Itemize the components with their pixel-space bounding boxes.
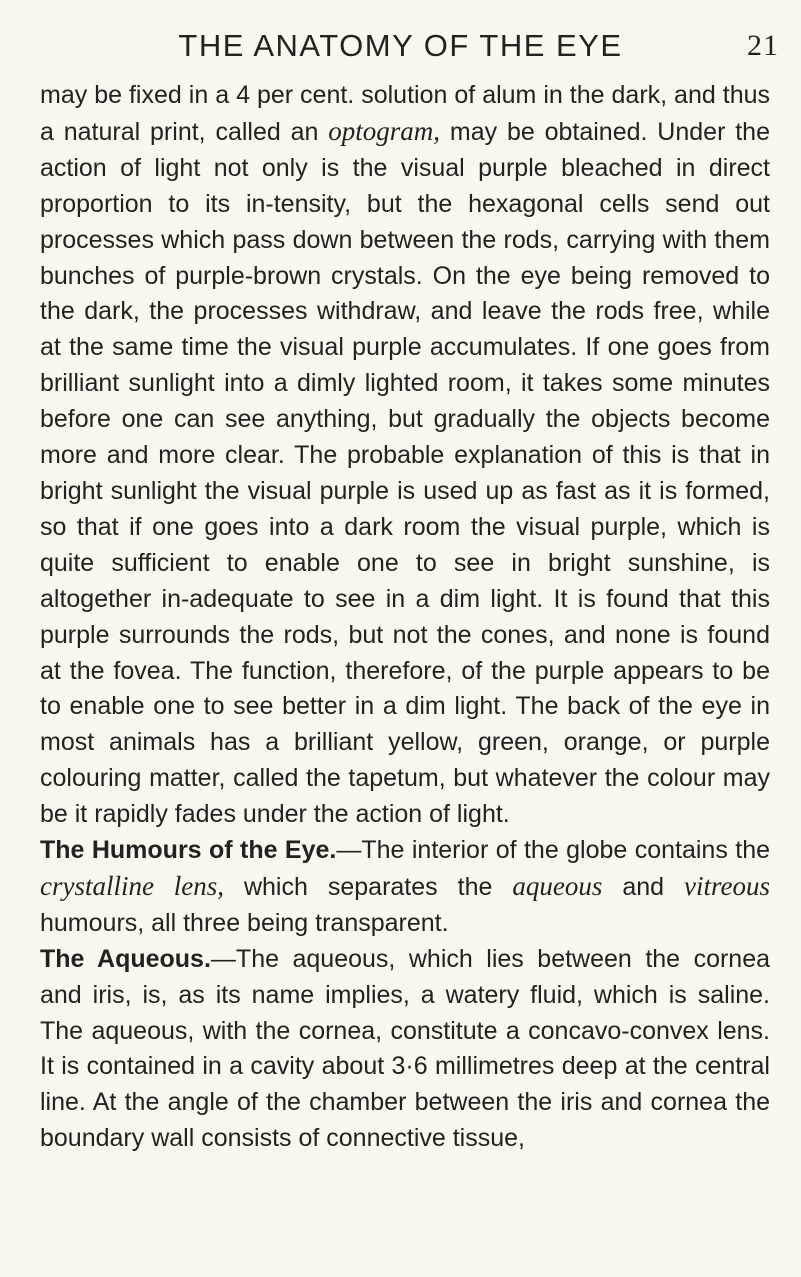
text-run: and: [602, 872, 685, 901]
term-crystalline-lens: crystalline lens,: [40, 870, 224, 901]
text-run: —The interior of the globe contains the: [336, 836, 771, 865]
text-run: humours, all three being transparent.: [40, 908, 449, 937]
body-text: [40, 78, 770, 1157]
text-run: may be obtained. Under the action of light not only is the visual purple bleached in direct proportion to its in-tensity, but the hexagonal cells send out processes which pass down between the rods, carrying with them bunches of purple-brown crystals. On the eye being removed to the dark, the processes withdraw, and leave the rods free, while at the same time the visual purple accumulates. If one goes from brilliant sunlight into a dimly lighted room, it takes some minutes before one can see anything, but gradually the objects become more and more clear. The probable explanation of this is that in bright sunlight the visual purple is used up as fast as it is formed, so that if one goes into a dark room the visual purple, which is quite sufficient to enable one to see in bright sunshine, is altogether in-adequate to see in a dim light. It is found that this purple surrounds the rods, but not the cones, and none is found at the fovea. The function, therefore, of the purple appears to be to enable one to see better in a dim light. The back of the eye in most animals has a brilliant yellow, green, orange, or purple colouring matter, called the tapetum, but whatever the colour may be it rapidly fades under the action of light.: [40, 117, 770, 829]
term-vitreous: vitreous: [684, 870, 771, 901]
term-aqueous: aqueous: [512, 870, 603, 901]
text-run: which separates the: [224, 872, 513, 901]
running-title: THE ANATOMY OF THE EYE: [178, 28, 623, 63]
text-run: —The aqueous, which lies between the cornea and iris, is, as its name implies, a watery fluid, which is saline. The aqueous, with the cornea, constitute a concavo-convex lens. It is contained in a cavity about 3·6 millimetres deep at the central line. At the angle of the chamber between the iris and cornea the boundary wall consists of connective tissue,: [40, 944, 771, 1153]
section-heading-humours: The Humours of the Eye.: [40, 836, 337, 865]
paragraph-humours: [40, 833, 770, 942]
text-run: may be fixed in a 4 per cent. solution of alum in the dark, and thus a natural print, called an: [40, 81, 770, 146]
paragraph-visual-purple: [40, 78, 770, 833]
page-number: 21: [747, 29, 779, 62]
term-optogram: optogram,: [328, 115, 441, 146]
section-heading-aqueous: The Aqueous.: [40, 944, 211, 973]
paragraph-aqueous: [40, 942, 770, 1157]
running-head: [0, 24, 801, 68]
